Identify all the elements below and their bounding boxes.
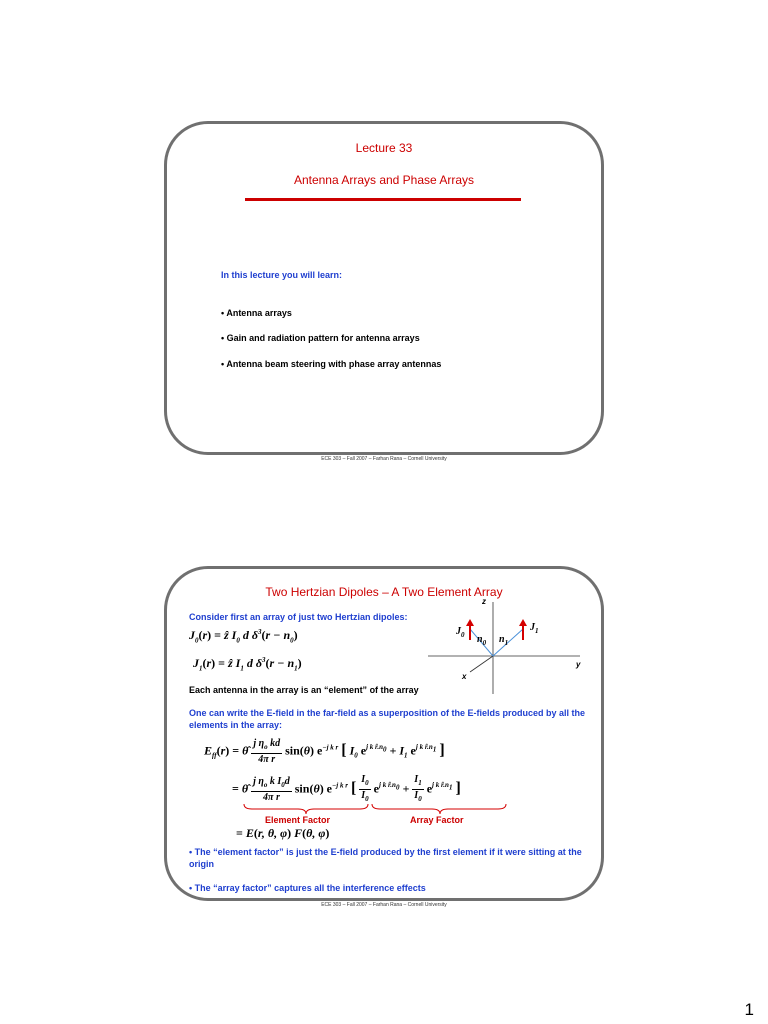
dipole-axes-diagram — [420, 596, 590, 696]
element-factor-label: Element Factor — [265, 815, 331, 825]
factor-product-equation: = E(r, θ, φ) F(θ, φ) — [236, 826, 330, 840]
slide-2-footer: ECE 303 – Fall 2007 – Farhan Rana – Cornell University — [321, 902, 447, 908]
axis-label-z: z — [482, 597, 486, 606]
axis-label-y: y — [576, 660, 581, 669]
element-factor-bullet: • The “element factor” is just the E-field produced by the first element if it were sitting at the origin — [189, 847, 582, 869]
bullet-item: • Antenna beam steering with phase array antennas — [221, 359, 442, 369]
slide-1-footer: ECE 303 – Fall 2007 – Farhan Rana – Cornell University — [321, 456, 447, 462]
array-factor-bullet: • The “array factor” captures all the interference effects — [189, 883, 426, 893]
axis-label-x: x — [462, 672, 467, 681]
svg-text:n1: $n_1$ — [499, 634, 509, 647]
bullet-item: • Gain and radiation pattern for antenna arrays — [221, 333, 420, 343]
bullet-item: • Antenna arrays — [221, 308, 292, 318]
slide-2-title: Two Hertzian Dipoles – A Two Element Array — [265, 585, 503, 599]
far-field-equation: $E_{ff}(r)$ = θ̂ $\frac{j \eta_o kd}{\text{4π r}}$ sin(θ) $e^{-j k r}$ [ $I_0$ $e^{j k r̂.n_0} + I_1$ $e^{j k r̂.n_1}$ ] — [204, 738, 445, 765]
lecture-subtitle: Antenna Arrays and Phase Arrays — [293, 173, 475, 187]
svg-text:n0: $n_0$ — [477, 634, 487, 647]
intro-text: Consider first an array of just two Hertzian dipoles: — [189, 612, 408, 622]
array-factor-label: Array Factor — [410, 815, 464, 825]
element-note: Each antenna in the array is an “element” of the array — [189, 685, 419, 695]
svg-text:J0: $J_0$ — [456, 626, 465, 639]
learn-heading: In this lecture you will learn: — [221, 270, 343, 280]
slide-1 — [164, 121, 604, 455]
factor-underbraces — [240, 802, 510, 816]
far-field-equation-factored: = θ̂ $\frac{j \eta_o k I_0d}{\text{4π r}}$ sin(θ) $e^{-j k r}$ [ $\frac{I_0}{I_0}$ $e^{j k r̂.n_0}$ + $\frac{I_1}{I_0}$ $e^{j k r̂.n_1}$ ] — [232, 774, 461, 803]
svg-text:J1: $J_1$ — [530, 622, 539, 635]
superposition-note: One can write the E-field in the far-field as a superposition of the E-fields produced by all the elements in the array: — [189, 708, 586, 730]
current-equation-j1: $J_1(r)$ = ẑ $I_1$ d $\delta^3(r - n_1)$ — [193, 656, 302, 673]
lecture-number-title: Lecture 33 — [355, 141, 413, 155]
page-number: 1 — [744, 1000, 754, 1019]
current-equation-j0: $J_0(r)$ = ẑ $I_0$ d $\delta^3(r - n_0)$ — [189, 628, 298, 645]
title-underline — [245, 198, 521, 201]
